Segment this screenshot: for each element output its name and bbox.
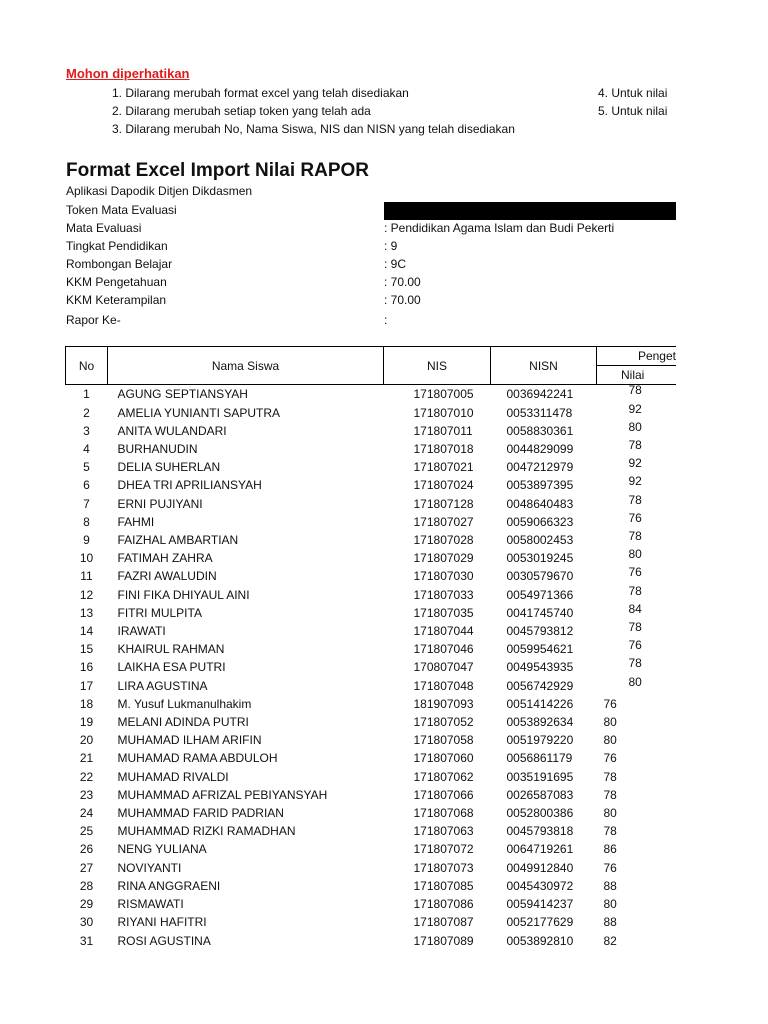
header-name: Nama Siswa <box>108 347 384 385</box>
row-nisn: 0052800386 <box>506 806 574 821</box>
row-name: ANITA WULANDARI <box>117 423 227 438</box>
row-nis: 171807058 <box>413 733 474 748</box>
row-nis: 171807005 <box>413 387 474 402</box>
row-nis: 171807033 <box>413 587 474 602</box>
table-row <box>66 495 677 513</box>
row-score-cell <box>597 913 677 931</box>
row-nisn: 0058002453 <box>506 533 574 548</box>
row-name: FITRI MULPITA <box>117 605 202 620</box>
row-score-cell <box>597 877 677 895</box>
row-name: ROSI AGUSTINA <box>117 933 211 948</box>
table-row <box>66 404 677 422</box>
page-title: Format Excel Import Nilai RAPOR <box>66 160 370 181</box>
row-name: BURHANUDIN <box>117 442 198 457</box>
row-score: 78 <box>603 787 617 802</box>
row-name: MUHAMAD ILHAM ARIFIN <box>117 733 262 748</box>
row-score: 84 <box>628 601 642 616</box>
row-score: 78 <box>603 769 617 784</box>
row-nis: 171807044 <box>413 624 474 639</box>
row-no: 7 <box>83 496 90 511</box>
row-score: 80 <box>603 806 617 821</box>
row-score-cell <box>597 895 677 913</box>
row-score: 80 <box>603 715 617 730</box>
row-score: 78 <box>628 492 642 507</box>
info-label-class: Rombongan Belajar <box>66 257 173 271</box>
info-label-token: Token Mata Evaluasi <box>66 203 177 217</box>
row-score: 92 <box>628 474 642 489</box>
row-score: 76 <box>628 638 642 653</box>
row-nis: 171807128 <box>413 496 474 511</box>
row-nis: 171807063 <box>413 824 474 839</box>
row-nis: 171807035 <box>413 605 474 620</box>
row-name: FAHMI <box>117 514 155 529</box>
row-nis: 171807021 <box>413 460 474 475</box>
row-nisn: 0045793812 <box>506 624 574 639</box>
table-row <box>66 749 677 767</box>
row-score-cell <box>597 749 677 767</box>
row-score: 76 <box>603 751 617 766</box>
row-nisn: 0059414237 <box>506 897 574 912</box>
row-no: 5 <box>83 460 90 475</box>
row-nis: 171807068 <box>413 806 474 821</box>
row-score: 78 <box>628 656 642 671</box>
row-nisn: 0049912840 <box>506 860 574 875</box>
row-nis: 171807066 <box>413 787 474 802</box>
row-no: 10 <box>79 551 94 566</box>
table-row <box>66 913 677 931</box>
row-nis: 171807030 <box>413 569 474 584</box>
table-row <box>66 658 677 676</box>
row-score: 76 <box>628 510 642 525</box>
row-nisn: 0048640483 <box>506 496 574 511</box>
row-nis: 171807072 <box>413 842 474 857</box>
table-row <box>66 531 677 549</box>
row-name: MUHAMMAD AFRIZAL PEBIYANSYAH <box>117 787 328 802</box>
table-row <box>66 713 677 731</box>
row-name: IRAWATI <box>117 624 166 639</box>
row-no: 21 <box>79 751 94 766</box>
row-no: 22 <box>79 769 94 784</box>
row-score: 92 <box>628 401 642 416</box>
row-no: 2 <box>83 405 90 420</box>
row-nis: 171807046 <box>413 642 474 657</box>
info-value-report: : <box>384 313 388 327</box>
table-row <box>66 476 677 494</box>
row-name: KHAIRUL RAHMAN <box>117 642 225 657</box>
row-nis: 171807085 <box>413 878 474 893</box>
table-row <box>66 695 677 713</box>
row-name: DHEA TRI APRILIANSYAH <box>117 478 262 493</box>
sheet-clip-edge <box>676 0 768 1024</box>
table-row <box>66 513 677 531</box>
row-no: 13 <box>79 605 94 620</box>
row-name: AGUNG SEPTIANSYAH <box>117 387 248 402</box>
row-name: FINI FIKA DHIYAUL AINI <box>117 587 250 602</box>
row-nis: 181907093 <box>413 696 474 711</box>
row-nisn: 0054971366 <box>506 587 574 602</box>
row-no: 12 <box>79 587 94 602</box>
row-no: 18 <box>79 696 94 711</box>
row-score: 82 <box>603 933 617 948</box>
table-row <box>66 677 677 695</box>
row-nisn: 0056742929 <box>506 678 574 693</box>
info-label-report: Rapor Ke- <box>66 313 121 327</box>
row-score: 80 <box>603 733 617 748</box>
row-name: RISMAWATI <box>117 897 184 912</box>
header-nis: NIS <box>384 347 491 385</box>
page-subtitle: Aplikasi Dapodik Ditjen Dikdasmen <box>66 184 253 198</box>
row-score: 78 <box>628 438 642 453</box>
row-nisn: 0045793818 <box>506 824 574 839</box>
row-nisn: 0052177629 <box>506 915 574 930</box>
row-nis: 171807052 <box>413 715 474 730</box>
table-row <box>66 932 677 950</box>
row-no: 9 <box>83 533 90 548</box>
row-no: 6 <box>83 478 90 493</box>
row-nisn: 0053892634 <box>506 715 574 730</box>
row-name: FAZRI AWALUDIN <box>117 569 217 584</box>
info-label-kkm-knowledge: KKM Pengetahuan <box>66 275 167 289</box>
notice-title: Mohon diperhatikan <box>66 66 190 81</box>
row-nisn: 0051979220 <box>506 733 574 748</box>
table-row <box>66 859 677 877</box>
row-no: 19 <box>79 715 94 730</box>
row-score-cell <box>597 713 677 731</box>
row-score-cell <box>597 786 677 804</box>
row-nis: 171807073 <box>413 860 474 875</box>
row-score-cell <box>597 840 677 858</box>
row-nisn: 0056861179 <box>506 751 573 766</box>
row-name: MELANI ADINDA PUTRI <box>117 715 249 730</box>
row-name: LIRA AGUSTINA <box>117 678 208 693</box>
student-grade-table <box>65 346 677 950</box>
info-value-class: : 9C <box>384 257 407 271</box>
rule-2: 2. Dilarang merubah setiap token yang telah ada <box>112 104 371 118</box>
row-name: NOVIYANTI <box>117 860 182 875</box>
row-name: LAIKHA ESA PUTRI <box>117 660 226 675</box>
row-nisn: 0030579670 <box>506 569 574 584</box>
rule-3: 3. Dilarang merubah No, Nama Siswa, NIS dan NISN yang telah disediakan <box>112 122 515 136</box>
table-row <box>66 622 677 640</box>
row-no: 14 <box>79 624 94 639</box>
row-no: 23 <box>79 787 94 802</box>
row-name: RIYANI HAFITRI <box>117 915 207 930</box>
row-no: 3 <box>83 423 90 438</box>
row-name: FAIZHAL AMBARTIAN <box>117 533 239 548</box>
row-no: 24 <box>79 806 94 821</box>
row-name: ERNI PUJIYANI <box>117 496 203 511</box>
row-score: 80 <box>628 547 642 562</box>
table-row <box>66 586 677 604</box>
row-score-cell <box>597 731 677 749</box>
row-nis: 171807010 <box>413 405 474 420</box>
row-nisn: 0036942241 <box>506 387 574 402</box>
info-label-level: Tingkat Pendidikan <box>66 239 168 253</box>
row-name: MUHAMMAD FARID PADRIAN <box>117 806 284 821</box>
row-nisn: 0053019245 <box>506 551 574 566</box>
header-score: Nilai <box>597 366 677 385</box>
table-row <box>66 786 677 804</box>
row-nis: 171807086 <box>413 897 474 912</box>
table-row <box>66 768 677 786</box>
row-score: 88 <box>603 915 617 930</box>
table-row <box>66 840 677 858</box>
row-nisn: 0026587083 <box>506 787 574 802</box>
row-nis: 171807028 <box>413 533 474 548</box>
row-score: 80 <box>603 897 617 912</box>
row-score: 80 <box>628 419 642 434</box>
row-no: 31 <box>79 933 94 948</box>
row-no: 25 <box>79 824 94 839</box>
row-score-cell <box>597 695 677 713</box>
rule-1: 1. Dilarang merubah format excel yang telah disediakan <box>112 86 409 100</box>
row-name: AMELIA YUNIANTI SAPUTRA <box>117 405 280 420</box>
row-nisn: 0044829099 <box>506 442 574 457</box>
row-nis: 171807011 <box>413 423 473 438</box>
token-redacted-box <box>384 202 676 220</box>
row-score: 76 <box>603 696 617 711</box>
row-no: 1 <box>83 387 90 402</box>
row-nis: 171807089 <box>413 933 474 948</box>
table-row <box>66 640 677 658</box>
row-name: NENG YULIANA <box>117 842 207 857</box>
header-no: No <box>66 347 108 385</box>
row-no: 27 <box>79 860 94 875</box>
table-body <box>66 385 677 950</box>
row-score: 92 <box>628 456 642 471</box>
table-row <box>66 458 677 476</box>
row-score-cell <box>597 674 677 695</box>
row-score-cell <box>597 804 677 822</box>
row-nisn: 0035191695 <box>506 769 574 784</box>
table-row <box>66 549 677 567</box>
table-row <box>66 604 677 622</box>
row-score-cell <box>597 768 677 786</box>
info-label-subject: Mata Evaluasi <box>66 221 142 235</box>
row-name: DELIA SUHERLAN <box>117 460 221 475</box>
row-name: MUHAMAD RIVALDI <box>117 769 229 784</box>
row-score: 76 <box>603 860 617 875</box>
row-nisn: 0059954621 <box>506 642 574 657</box>
row-nis: 171807018 <box>413 442 474 457</box>
row-name: FATIMAH ZAHRA <box>117 551 213 566</box>
row-nisn: 0064719261 <box>506 842 574 857</box>
table-row <box>66 567 677 585</box>
row-score: 78 <box>603 824 617 839</box>
row-nis: 171807048 <box>413 678 474 693</box>
table-row <box>66 895 677 913</box>
table-row <box>66 731 677 749</box>
row-no: 15 <box>79 642 94 657</box>
row-score: 80 <box>628 674 642 689</box>
row-nisn: 0045430972 <box>506 878 574 893</box>
row-score: 78 <box>628 620 642 635</box>
table-row <box>66 877 677 895</box>
row-name: MUHAMAD RAMA ABDULOH <box>117 751 278 766</box>
row-name: RINA ANGGRAENI <box>117 878 221 893</box>
row-score: 78 <box>628 583 642 598</box>
row-no: 26 <box>79 842 94 857</box>
row-nisn: 0051414226 <box>506 696 574 711</box>
row-nisn: 0049543935 <box>506 660 574 675</box>
info-label-kkm-skill: KKM Keterampilan <box>66 293 167 307</box>
info-value-level: : 9 <box>384 239 398 253</box>
row-nisn: 0047212979 <box>506 460 574 475</box>
info-value-kkm-knowledge: : 70.00 <box>384 275 421 289</box>
rule-4: 4. Untuk nilai <box>598 86 668 100</box>
row-no: 8 <box>83 514 90 529</box>
row-nis: 171807060 <box>413 751 474 766</box>
row-score: 78 <box>628 529 642 544</box>
row-score: 76 <box>628 565 642 580</box>
row-nisn: 0053311478 <box>506 405 573 420</box>
row-no: 11 <box>80 569 93 584</box>
table-row <box>66 822 677 840</box>
row-nis: 171807027 <box>413 514 474 529</box>
row-no: 4 <box>83 442 90 457</box>
table-row <box>66 385 677 404</box>
row-score-cell <box>597 932 677 950</box>
info-value-subject: : Pendidikan Agama Islam dan Budi Pekerti <box>384 221 615 235</box>
header-nisn: NISN <box>491 347 597 385</box>
row-score: 78 <box>628 383 642 398</box>
row-name: MUHAMMAD RIZKI RAMADHAN <box>117 824 296 839</box>
row-name: M. Yusuf Lukmanulhakim <box>117 696 252 711</box>
row-no: 29 <box>79 897 94 912</box>
row-nisn: 0041745740 <box>506 605 574 620</box>
row-nisn: 0059066323 <box>506 514 574 529</box>
row-nis: 171807029 <box>413 551 474 566</box>
row-no: 16 <box>79 660 94 675</box>
rule-5: 5. Untuk nilai <box>598 104 668 118</box>
table-row <box>66 422 677 440</box>
table-row <box>66 804 677 822</box>
row-nisn: 0053897395 <box>506 478 574 493</box>
row-nisn: 0058830361 <box>506 423 574 438</box>
row-no: 30 <box>79 915 94 930</box>
header-knowledge-group: Penget <box>597 347 677 366</box>
table-row <box>66 440 677 458</box>
info-value-kkm-skill: : 70.00 <box>384 293 421 307</box>
row-nisn: 0053892810 <box>506 933 574 948</box>
row-score: 88 <box>603 878 617 893</box>
row-score-cell <box>597 822 677 840</box>
row-no: 28 <box>79 878 94 893</box>
row-nis: 170807047 <box>413 660 474 675</box>
row-no: 20 <box>79 733 94 748</box>
row-score-cell <box>597 859 677 877</box>
row-nis: 171807062 <box>413 769 474 784</box>
row-score: 86 <box>603 842 617 857</box>
row-no: 17 <box>79 678 94 693</box>
row-nis: 171807087 <box>413 915 474 930</box>
row-nis: 171807024 <box>413 478 474 493</box>
